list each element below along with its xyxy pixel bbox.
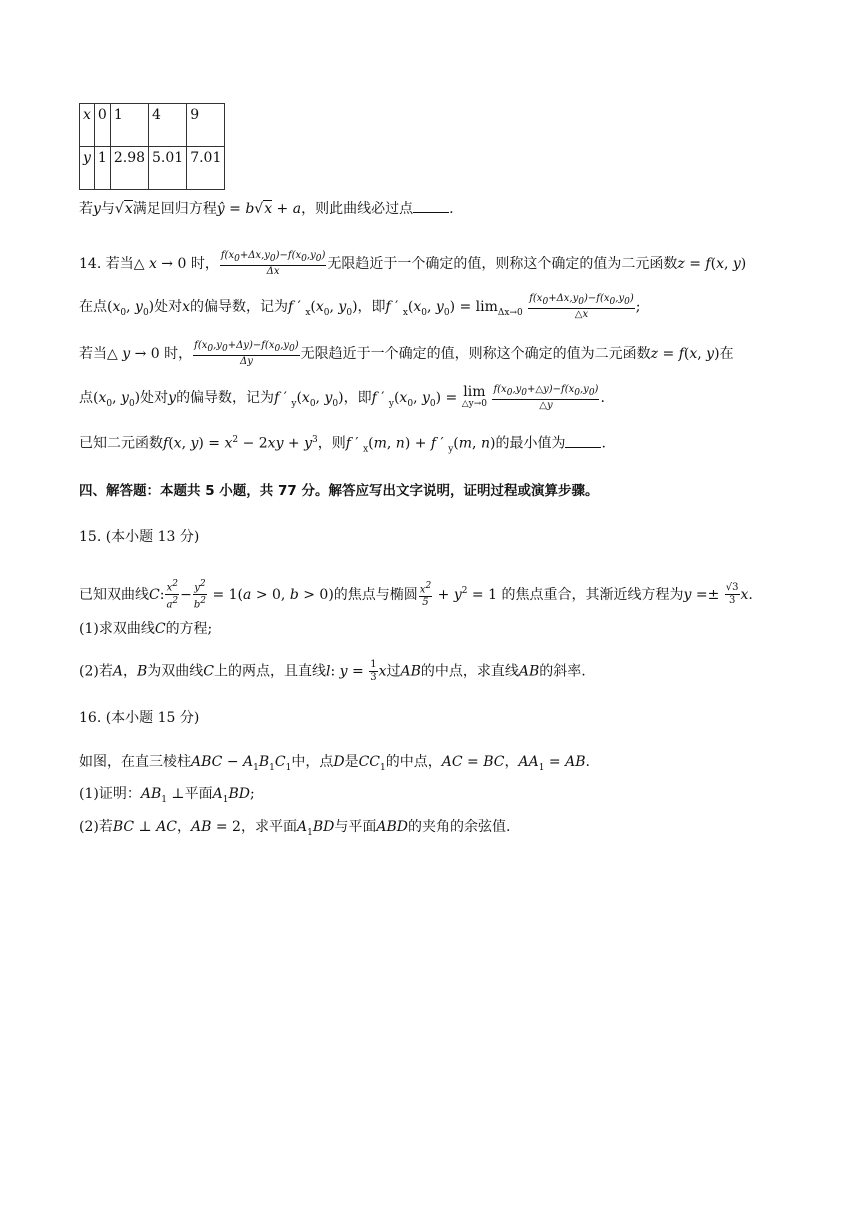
data-table bbox=[79, 103, 225, 190]
q14-line-2: 在点($x_0$, $y_0$)处对x的偏导数，记为f ′ $_x(x_0$, $y_0$)，即f ′ $_x(x_0$, $y_0) = \lim_{\Delta x\to 0}$ $\frac{f(x0+\Delta x,y0)-f(x0,y0)}{\triangle x}$ ; bbox=[79, 293, 641, 320]
table-cell: x bbox=[80, 104, 95, 147]
text: ，则 bbox=[317, 435, 346, 452]
table-cell: 1 bbox=[110, 104, 148, 147]
text: 的焦点重合，其渐近线方程为 bbox=[497, 586, 684, 603]
text: 的方程; bbox=[165, 621, 213, 637]
text: 的夹角的余弦值. bbox=[407, 819, 511, 835]
table-cell: 7.01 bbox=[187, 147, 225, 190]
text: . bbox=[449, 201, 454, 217]
text: 中，点 bbox=[291, 754, 334, 770]
q13-regression-line: 若y与√x满足回归方程ŷ = b√x + a，则此曲线必过点 . bbox=[79, 198, 454, 219]
text: 已知双曲线 bbox=[79, 586, 149, 603]
text: 的偏导数，记为 bbox=[190, 299, 289, 315]
q15-part-1: (1)求双曲线C的方程; bbox=[79, 621, 213, 637]
text: ，即 bbox=[343, 390, 372, 406]
text: 与 bbox=[100, 201, 115, 217]
text: ，即 bbox=[357, 299, 386, 315]
text: 是 bbox=[344, 754, 359, 770]
text: 若 bbox=[79, 201, 93, 217]
text: 在 bbox=[719, 346, 734, 362]
table-row bbox=[80, 104, 225, 147]
q14-line-5: 已知二元函数f(x, $y) = x^2 - 2xy + y^3$，则f ′ $_x$(m, n) + f ′ $_y$(m, n)的最小值为 . bbox=[79, 430, 606, 459]
text: ， bbox=[122, 663, 137, 680]
q16-stem: 如图，在直三棱柱ABC − $A_1B_1C_1$中，点D是$CC_1$的中点，AC = BC，$AA_1$ = AB. bbox=[79, 754, 590, 773]
q14-line-1: 14. 若当△ x → 0 时， $\frac{f(x0+\Delta x,y0)-f(x0,y0)}{\Delta x}$ 无限趋近于一个确定的值，则称这个确定的值为二元函数z = f(x, y) bbox=[79, 250, 747, 277]
section-heading: 四、解答题：本题共 5 小题，共 77 分。解答应写出文字说明，证明过程或演算步骤。 bbox=[79, 483, 599, 499]
text: 平面 bbox=[184, 786, 213, 802]
q16-part-2: (2)若BC ⊥ AC，AB = 2，求平面$A_1BD$与平面ABD的夹角的余弦值. bbox=[79, 819, 511, 838]
table-cell: 1 bbox=[94, 147, 110, 190]
text: 与平面 bbox=[334, 819, 377, 835]
table-row bbox=[80, 147, 225, 190]
text: 处对 bbox=[140, 390, 169, 406]
q15-part-2: (2)若A，B为双曲线C上的两点，且直线l: y = $\frac{1}{3}$ x过AB的中点，求直线AB的斜率. bbox=[79, 659, 586, 683]
table-cell: 9 bbox=[187, 104, 225, 147]
question-number: 14. bbox=[79, 256, 102, 272]
text: (2)若 bbox=[79, 819, 113, 835]
text: 的中点，求直线 bbox=[420, 663, 519, 680]
text: ，求平面 bbox=[240, 819, 297, 835]
table-cell: 0 bbox=[94, 104, 110, 147]
text: 已知二元函数 bbox=[79, 435, 163, 452]
table-cell: 4 bbox=[149, 104, 187, 147]
table-cell: y bbox=[80, 147, 95, 190]
text: (2)若 bbox=[79, 663, 113, 680]
text: 为双曲线 bbox=[147, 663, 204, 680]
text: 上的两点，且直线 bbox=[213, 663, 326, 680]
text: 点 bbox=[79, 390, 93, 406]
table-cell: 2.98 bbox=[110, 147, 148, 190]
text: 的焦点与椭圆 bbox=[333, 586, 418, 603]
text: 若当△ bbox=[79, 346, 123, 362]
table-cell: 5.01 bbox=[149, 147, 187, 190]
q15-header: 15. (本小题 13 分) bbox=[79, 529, 200, 545]
text: 若当△ bbox=[105, 256, 149, 272]
text: (1)求双曲线 bbox=[79, 621, 155, 637]
text: 满足回归方程 bbox=[132, 201, 217, 217]
text: 时， bbox=[190, 256, 219, 272]
text: 无限趋近于一个确定的值，则称这个确定的值为二元函数 bbox=[300, 346, 651, 362]
q16-part-1: (1)证明：$AB_1$ ⊥平面$A_1BD$; bbox=[79, 786, 255, 805]
text: 处对 bbox=[154, 299, 183, 315]
text: (1)证明： bbox=[79, 786, 141, 802]
text: 的偏导数，记为 bbox=[176, 390, 275, 406]
text: 在点 bbox=[79, 299, 107, 315]
text: 如图，在直三棱柱 bbox=[79, 754, 191, 770]
answer-blank[interactable] bbox=[413, 198, 449, 213]
q14-line-4: 点($x_0$, $y_0$)处对y的偏导数，记为f ′ $_y(x_0$, $y_0$)，即f ′ $_y(x_0$, $y_0$) = lim △y→0 $\frac{f(x0,y0+\triangle y)-f(x0,y0)}{\triangle y}$ . bbox=[79, 384, 605, 411]
text: 的斜率. bbox=[539, 663, 586, 680]
text: 的最小值为 bbox=[495, 435, 566, 452]
q14-line-3: 若当△ y → 0 时， $\frac{f(x0,y0+\Delta y)-f(x0,y0)}{\Delta y}$ 无限趋近于一个确定的值，则称这个确定的值为二元函数z = f(x, y)在 bbox=[79, 340, 734, 367]
q15-stem: 已知双曲线C: $\frac{x2}{a2}$ − $\frac{y2}{b2}$ = 1(a > 0, b > 0)的焦点与椭圆 $\frac{x2}{5}$ + $y^2 = 1$ 的焦点重合，其渐近线方程为y =± $\frac{√3}{3}$ x. bbox=[79, 579, 753, 611]
text: 过 bbox=[386, 663, 401, 680]
q16-header: 16. (本小题 15 分) bbox=[79, 710, 200, 726]
answer-blank[interactable] bbox=[565, 433, 601, 448]
text: 的中点， bbox=[385, 754, 442, 770]
text: ，则此曲线必过点 bbox=[301, 201, 414, 217]
text: 时， bbox=[164, 346, 193, 362]
text: ， bbox=[177, 819, 192, 835]
text: 无限趋近于一个确定的值，则称这个确定的值为二元函数 bbox=[327, 256, 678, 272]
